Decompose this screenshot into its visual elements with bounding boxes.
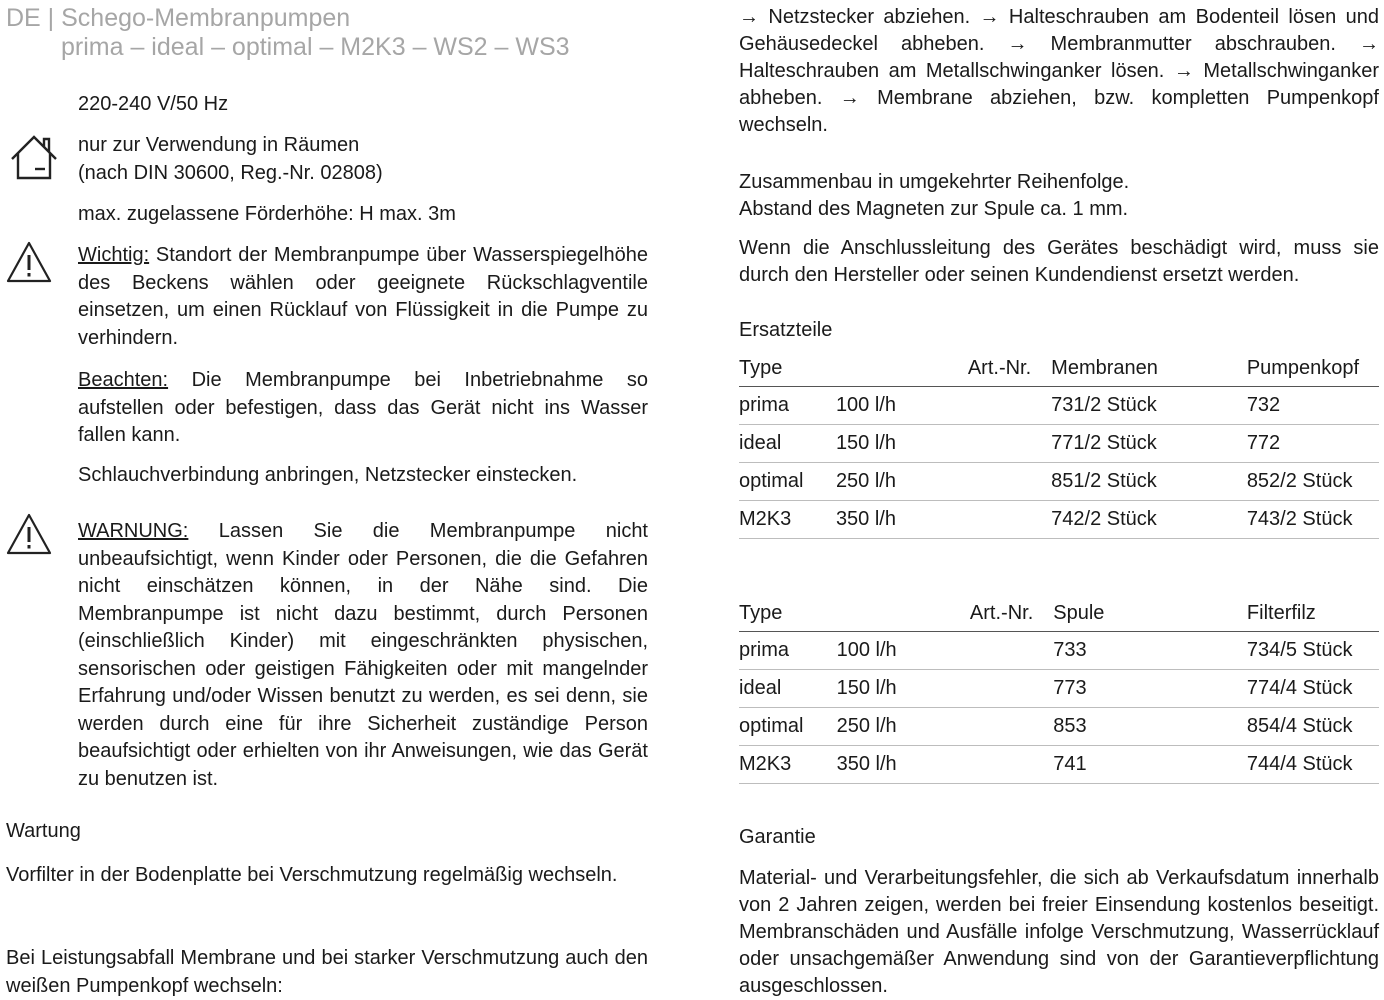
schlauch-note: Schlauchverbindung anbringen, Netzstecker einstecken. <box>78 464 578 486</box>
col-artnr: Art.-Nr. <box>940 350 1051 387</box>
table-row <box>739 746 1379 784</box>
cell-flow: 150 l/h <box>836 425 940 463</box>
cell-type: prima <box>739 387 836 425</box>
col-filterfilz: Filterfilz <box>1247 595 1379 632</box>
table-row <box>739 501 1379 539</box>
warning-triangle-icon <box>6 240 52 284</box>
header-title: DE | Schego-Membranpumpen <box>6 4 351 32</box>
col-flow <box>836 350 940 387</box>
indoor-line-2: (nach DIN 30600, Reg.-Nr. 02808) <box>78 161 383 184</box>
cell-pumpenkopf: 732 <box>1247 387 1379 425</box>
anschluss-note: Wenn die Anschlussleitung des Gerätes beschädigt wird, muss sie durch den Hersteller oder seinen Kundendienst ersetzt werden. <box>739 237 1379 286</box>
table-row <box>739 463 1379 501</box>
cell-artnr <box>940 501 1051 539</box>
disassembly-steps: → Netzstecker abziehen. → Halteschrauben am Bodenteil lösen und Gehäusedeckel abheben. → Membranmutter abschrauben. → Halteschrauben am Metallschwinganker lösen. → Metallschwinganker abheben. → Membrane abziehen, bzw. kompletten Pumpenkopf wechseln. <box>739 6 1379 136</box>
table-header-row <box>739 595 1379 632</box>
cell-spule: 853 <box>1053 708 1247 746</box>
col-pumpenkopf: Pumpenkopf <box>1247 350 1379 387</box>
cell-filterfilz: 734/5 Stück <box>1247 632 1379 670</box>
cell-artnr <box>941 746 1053 784</box>
warnung-label: WARNUNG: <box>78 520 189 542</box>
cell-membranen: 851/2 Stück <box>1051 463 1247 501</box>
ersatzteile-heading: Ersatzteile <box>739 319 833 341</box>
beachten-label: Beachten: <box>78 369 169 391</box>
wichtig-paragraph <box>78 242 648 352</box>
right-column <box>739 4 1379 1000</box>
cell-flow: 350 l/h <box>837 746 942 784</box>
cell-filterfilz: 774/4 Stück <box>1247 670 1379 708</box>
table-header-row <box>739 350 1379 387</box>
spare-parts-table-1 <box>739 350 1379 539</box>
col-spule: Spule <box>1053 595 1247 632</box>
cell-flow: 250 l/h <box>836 463 940 501</box>
cell-artnr <box>940 387 1051 425</box>
cell-filterfilz: 744/4 Stück <box>1247 746 1379 784</box>
cell-artnr <box>941 632 1053 670</box>
cell-type: ideal <box>739 425 836 463</box>
table-row <box>739 708 1379 746</box>
warnung-text: Lassen Sie die Membranpumpe nicht unbeaufsichtigt, wenn Kinder oder Personen, die die Gefahren nicht einschätzen können, in der Nähe sind. Die Membranpumpe ist nicht dazu bestimmt, durch Personen (einschließlich Kinder) mit eingeschränkten physischen, sensorischen oder geistigen Fähigkeiten oder mit mangelnder Erfahrung und/oder Wissen benutzt zu werden, es sei denn, sie werden durch eine für ihre Sicherheit zuständige Person beaufsichtigt oder erhielten von ihr Anweisungen, wie das Gerät zu benutzen ist. <box>78 520 648 790</box>
wartung-text: Vorfilter in der Bodenplatte bei Verschmutzung regelmäßig wechseln. <box>6 864 618 886</box>
document-header <box>6 4 570 62</box>
cell-flow: 350 l/h <box>836 501 940 539</box>
wartung-heading: Wartung <box>6 820 81 842</box>
cell-type: ideal <box>739 670 837 708</box>
cell-artnr <box>940 463 1051 501</box>
cell-flow: 250 l/h <box>837 708 942 746</box>
table-row <box>739 425 1379 463</box>
table-row <box>739 387 1379 425</box>
cell-type: optimal <box>739 708 837 746</box>
house-indoor-icon <box>8 132 60 184</box>
cell-spule: 741 <box>1053 746 1247 784</box>
cell-type: prima <box>739 632 837 670</box>
cell-membranen: 771/2 Stück <box>1051 425 1247 463</box>
cell-spule: 733 <box>1053 632 1247 670</box>
spare-parts-table-2 <box>739 595 1379 784</box>
cell-pumpenkopf: 772 <box>1247 425 1379 463</box>
garantie-heading: Garantie <box>739 826 816 848</box>
garantie-text: Material- und Verarbeitungsfehler, die sich ab Verkaufsdatum innerhalb von 2 Jahren zeigen, werden bei freier Einsendung kostenlos beseitigt. Membranschäden und Ausfälle infolge Verschmutzung, Wasserrücklauf oder unsachgemäßer Anwendung sind von der Garantieverpflichtung ausgeschlossen. <box>739 867 1379 997</box>
warnung-paragraph <box>78 518 648 793</box>
col-type: Type <box>739 350 836 387</box>
col-membranen: Membranen <box>1051 350 1247 387</box>
cell-spule: 773 <box>1053 670 1247 708</box>
table-row <box>739 632 1379 670</box>
zusammenbau-line: Zusammenbau in umgekehrter Reihenfolge. <box>739 171 1130 193</box>
indoor-use-note <box>78 132 648 187</box>
cell-artnr <box>940 425 1051 463</box>
cell-pumpenkopf: 852/2 Stück <box>1247 463 1379 501</box>
wichtig-label: Wichtig: <box>78 244 150 266</box>
cell-flow: 100 l/h <box>837 632 942 670</box>
wichtig-text: Standort der Membranpumpe über Wasserspiegelhöhe des Beckens wählen oder geeignete Rückschlagventile einsetzen, um einen Rücklauf von Flüssigkeit in die Pumpe zu verhindern. <box>78 244 648 349</box>
cell-pumpenkopf: 743/2 Stück <box>1247 501 1379 539</box>
indoor-line-1: nur zur Verwendung in Räumen <box>78 134 360 156</box>
cell-membranen: 731/2 Stück <box>1051 387 1247 425</box>
cell-type: M2K3 <box>739 501 836 539</box>
max-head-height: max. zugelassene Förderhöhe: H max. 3m <box>78 203 456 225</box>
cell-type: M2K3 <box>739 746 837 784</box>
col-artnr: Art.-Nr. <box>941 595 1053 632</box>
cell-artnr <box>941 670 1053 708</box>
cell-filterfilz: 854/4 Stück <box>1247 708 1379 746</box>
cell-membranen: 742/2 Stück <box>1051 501 1247 539</box>
beachten-paragraph <box>78 367 648 450</box>
cell-type: optimal <box>739 463 836 501</box>
voltage-spec: 220-240 V/50 Hz <box>78 93 229 115</box>
abstand-line: Abstand des Magneten zur Spule ca. 1 mm. <box>739 198 1129 220</box>
cell-flow: 150 l/h <box>837 670 942 708</box>
table-row <box>739 670 1379 708</box>
col-type: Type <box>739 595 837 632</box>
header-models: prima – ideal – optimal – M2K3 – WS2 – WS3 <box>61 33 570 61</box>
col-flow <box>837 595 942 632</box>
warning-triangle-icon <box>6 512 52 556</box>
leistung-text: Bei Leistungsabfall Membrane und bei starker Verschmutzung auch den weißen Pumpenkopf wechseln: <box>6 947 648 997</box>
beachten-text: Die Membranpumpe bei Inbetriebnahme so aufstellen oder befestigen, dass das Gerät nicht ins Wasser fallen kann. <box>78 369 648 446</box>
cell-flow: 100 l/h <box>836 387 940 425</box>
reassembly-note <box>739 169 1379 223</box>
cell-artnr <box>941 708 1053 746</box>
